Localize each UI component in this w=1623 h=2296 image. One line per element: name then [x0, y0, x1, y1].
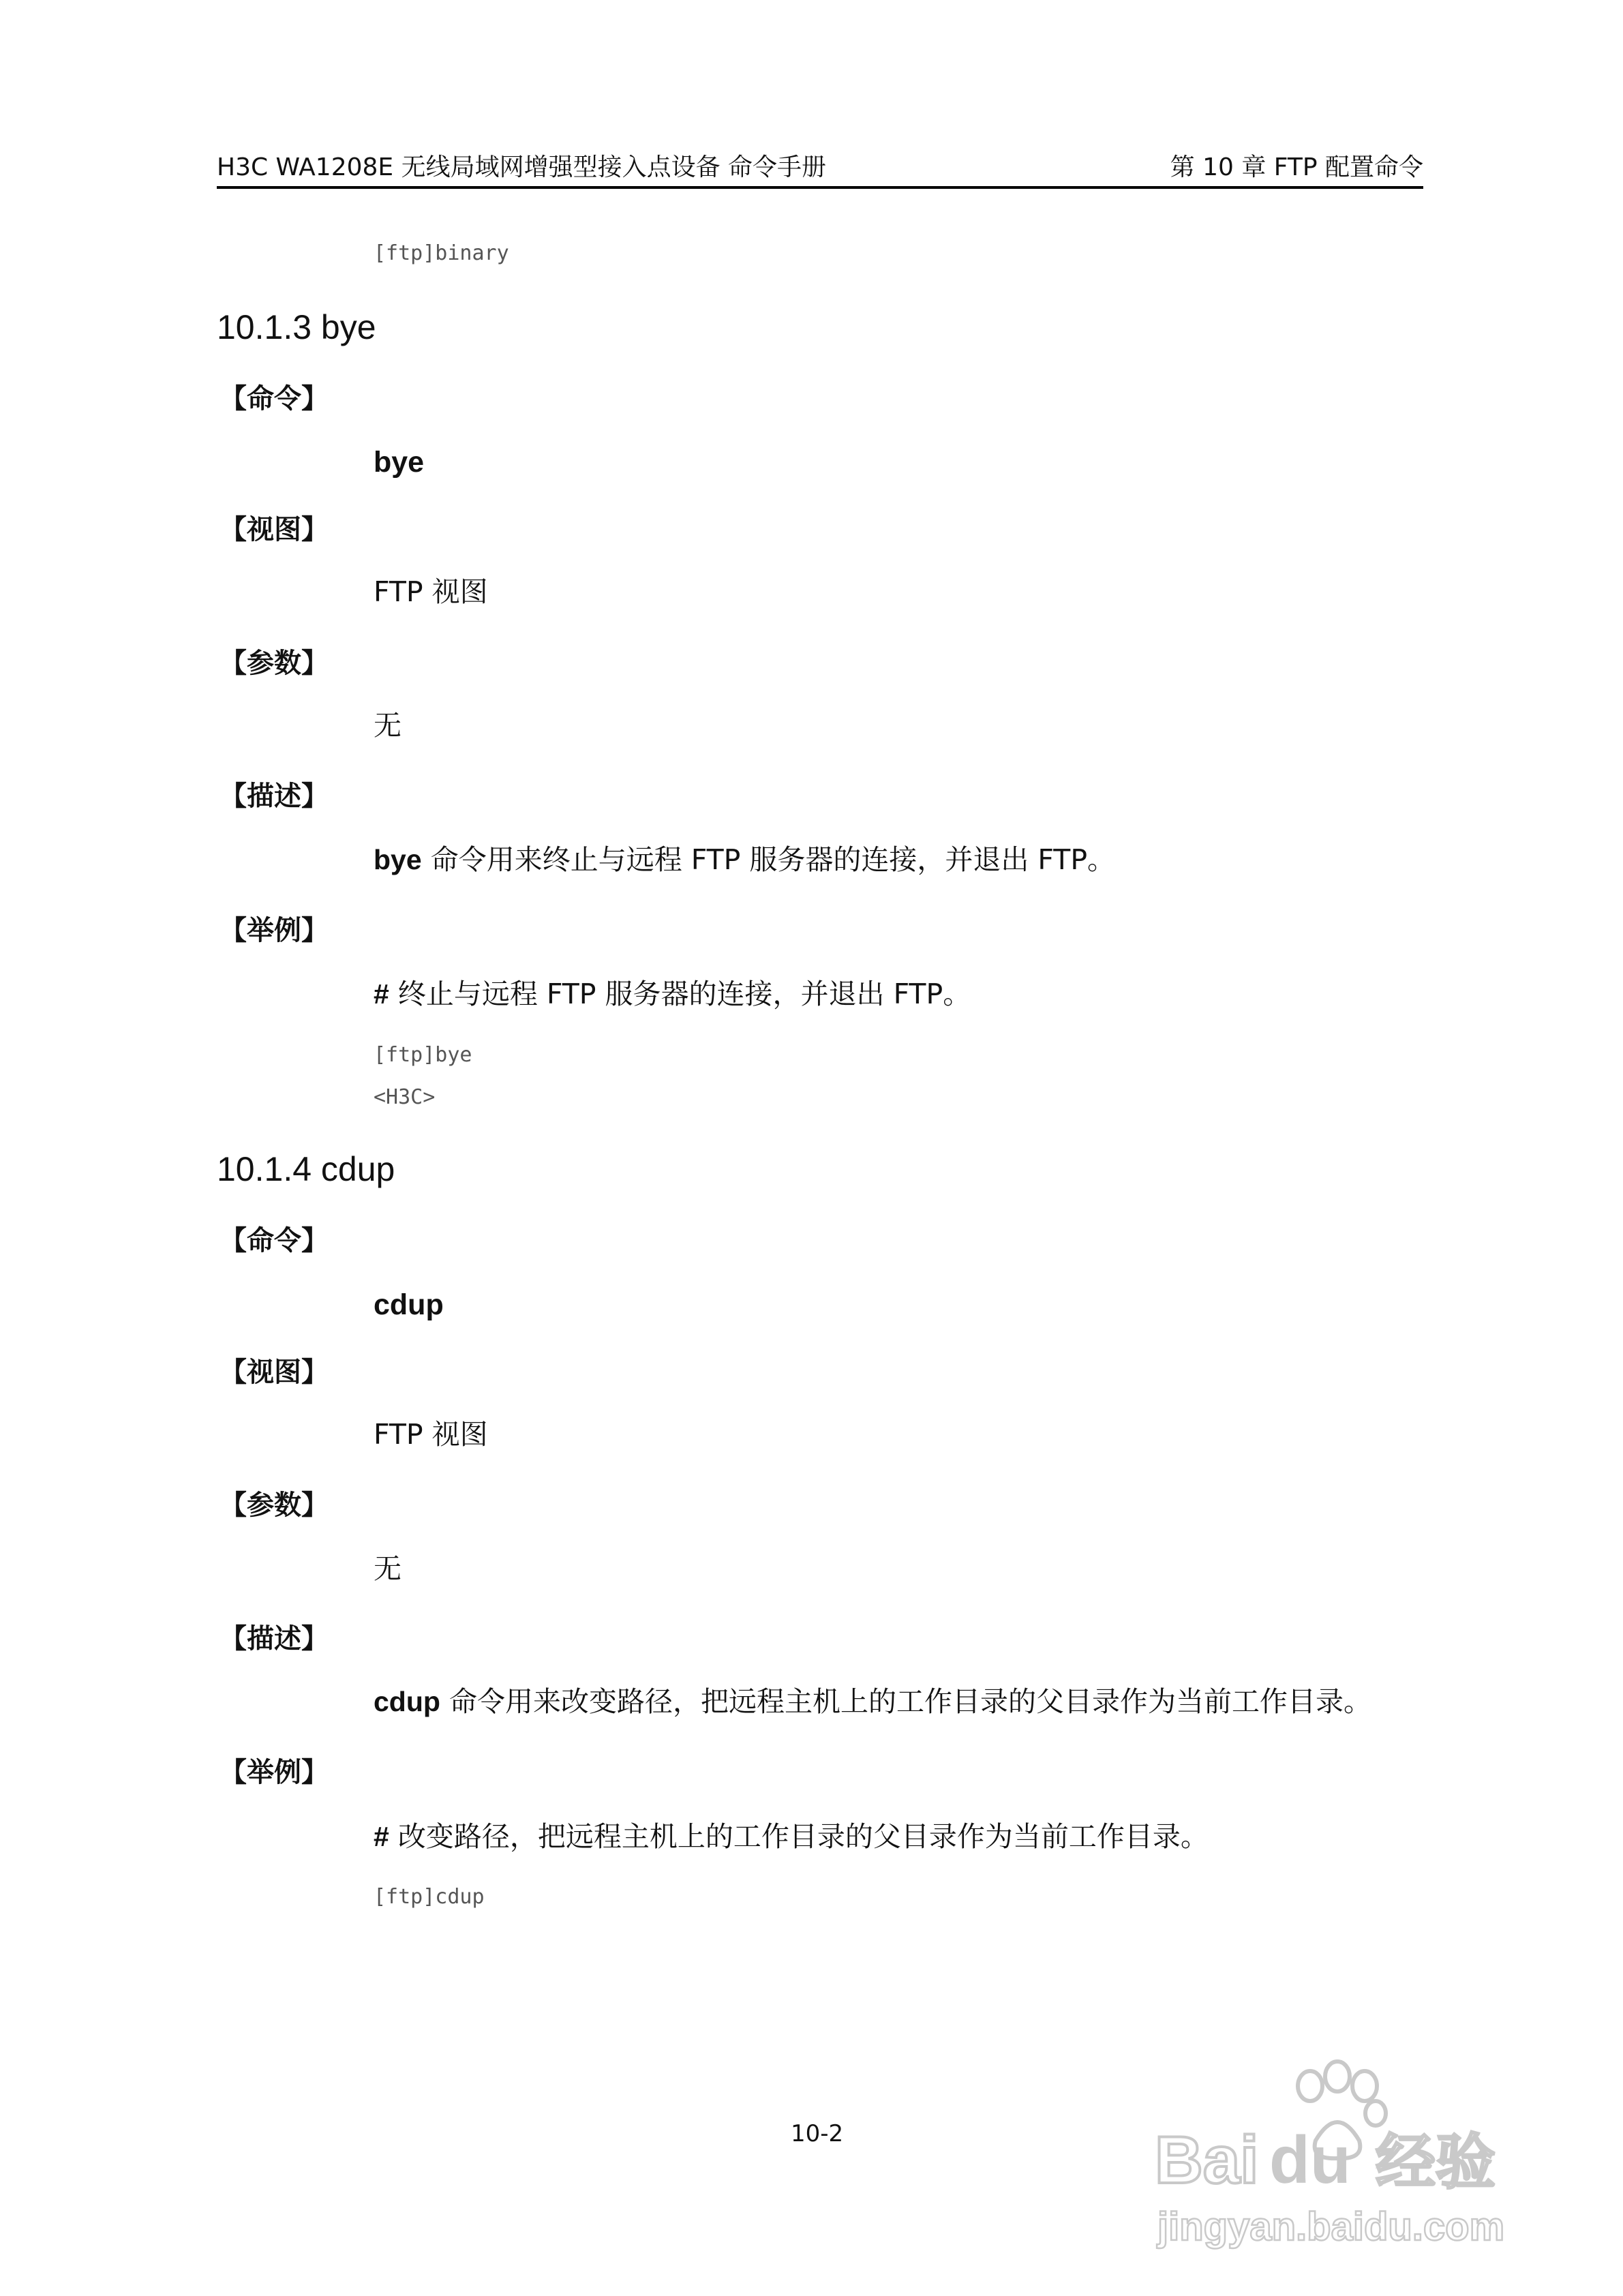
label-example: 【举例】	[219, 915, 329, 946]
command-syntax: bye	[374, 446, 425, 479]
params-text: 无	[374, 1552, 401, 1585]
code-line: [ftp]bye	[374, 1043, 472, 1067]
code-line: [ftp]cdup	[374, 1885, 485, 1909]
description-command: bye	[374, 844, 422, 875]
running-header-right: 第 10 章 FTP 配置命令	[1170, 153, 1423, 181]
label-command: 【命令】	[219, 1225, 329, 1256]
view-text: FTP 视图	[374, 575, 488, 608]
label-example: 【举例】	[219, 1757, 329, 1788]
params-text: 无	[374, 709, 401, 742]
watermark-url: jingyan.baidu.com	[1157, 2205, 1505, 2249]
label-command: 【命令】	[219, 383, 329, 414]
code-line: <H3C>	[374, 1085, 436, 1109]
example-comment-text: 终止与远程 FTP 服务器的连接，并退出 FTP。	[389, 978, 971, 1010]
example-comment-text: 改变路径，把远程主机上的工作目录的父目录作为当前工作目录。	[389, 1820, 1209, 1853]
example-hash: #	[374, 978, 389, 1010]
example-hash: #	[374, 1821, 389, 1852]
watermark-product: 经验	[1376, 2127, 1496, 2197]
example-comment	[374, 1819, 1209, 1854]
baidu-jingyan-watermark	[1152, 2059, 1534, 2263]
description-rest: 命令用来终止与远程 FTP 服务器的连接，并退出 FTP。	[421, 843, 1116, 876]
description-rest: 命令用来改变路径，把远程主机上的工作目录的父目录作为当前工作目录。	[440, 1685, 1371, 1718]
label-view: 【视图】	[219, 1357, 329, 1388]
header-rule	[217, 186, 1423, 189]
running-header-left: H3C WA1208E 无线局域网增强型接入点设备 命令手册	[217, 153, 827, 181]
label-params: 【参数】	[219, 648, 329, 679]
description-text	[374, 842, 1115, 877]
section-title: 10.1.4 cdup	[217, 1150, 395, 1188]
watermark-brand-du: du	[1269, 2122, 1351, 2197]
label-description: 【描述】	[219, 781, 329, 812]
label-description: 【描述】	[219, 1623, 329, 1655]
command-syntax: cdup	[374, 1288, 444, 1321]
page-number: 10-2	[791, 2120, 844, 2147]
section-title: 10.1.3 bye	[217, 308, 376, 346]
watermark-brand: Bai	[1155, 2122, 1259, 2197]
watermark-graphic	[1152, 2059, 1534, 2263]
label-params: 【参数】	[219, 1490, 329, 1521]
description-command: cdup	[374, 1686, 440, 1717]
description-text	[374, 1684, 1371, 1719]
code-line: [ftp]binary	[374, 241, 509, 265]
example-comment	[374, 976, 971, 1012]
view-text: FTP 视图	[374, 1418, 488, 1451]
label-view: 【视图】	[219, 514, 329, 545]
